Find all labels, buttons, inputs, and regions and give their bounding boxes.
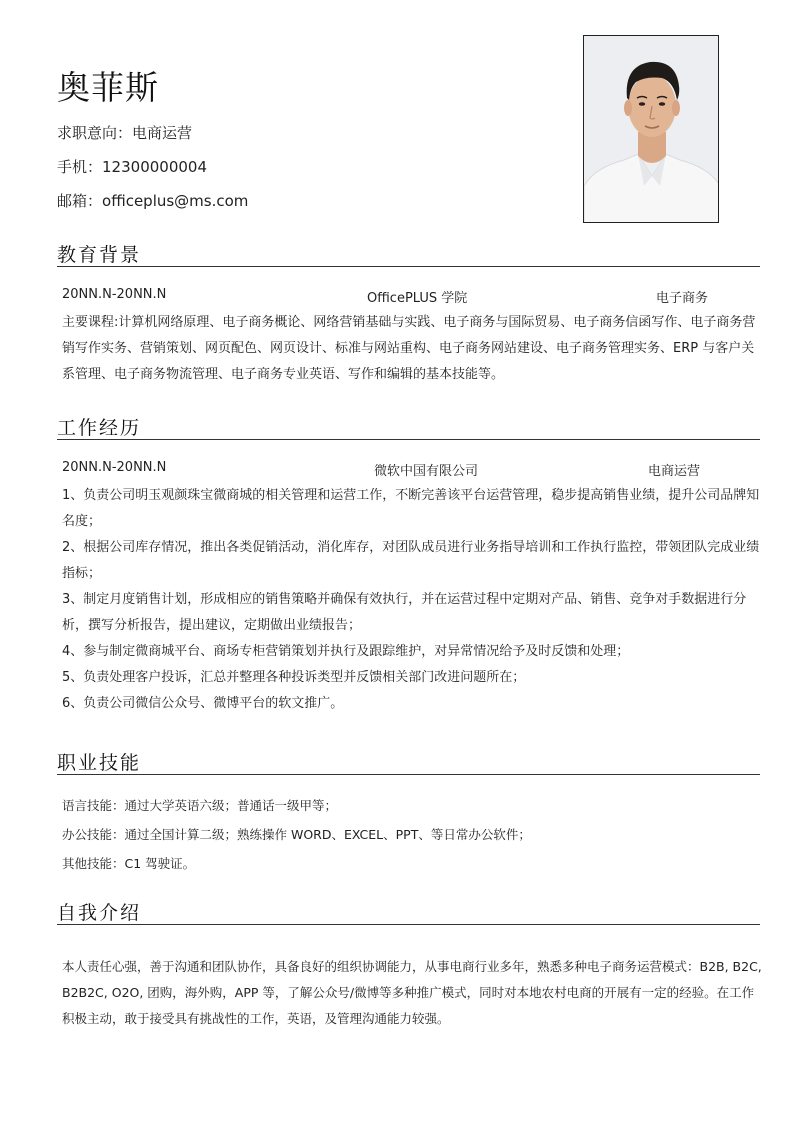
- phone-value: 12300000004: [102, 158, 207, 176]
- section-title-intro: 自我介绍: [57, 902, 142, 924]
- education-courses: [62, 310, 762, 388]
- work-duties: [62, 483, 762, 717]
- objective-label: 求职意向：: [57, 124, 133, 142]
- objective-value: 电商运营: [132, 124, 193, 142]
- work-position: 电商运营: [648, 464, 701, 479]
- section-title-skills: 职业技能: [57, 752, 142, 774]
- profile-photo: [583, 35, 719, 223]
- duty-item: 1、负责公司明玉观颜珠宝微商城的相关管理和运营工作，不断完善该平台运营管理，稳步提高销售业绩，提升公司品牌知名度；: [62, 488, 760, 529]
- phone: [57, 156, 207, 177]
- work-company: 微软中国有限公司: [374, 464, 479, 479]
- skill-item: 其他技能：C1 驾驶证。: [62, 856, 196, 871]
- intro-text: 本人责任心强，善于沟通和团队协作，具备良好的组织协调能力，从事电商行业多年，熟悉多种电子商务运营模式：B2B, B2C, B2B2C, O2O, 团购，海外购，APP 等，了解公众号/微博等多种推广模式，同时对本地农村电商的开展有一定的经验。在工作积极主动，敢于接受具有挑战性的工作，英语，及管理沟通能力较强。: [62, 959, 762, 1026]
- education-major: 电子商务: [656, 291, 709, 306]
- email-label: 邮箱：: [57, 192, 103, 210]
- work-row: [62, 460, 760, 478]
- phone-label: 手机：: [57, 158, 103, 176]
- portrait-illustration: [584, 36, 719, 223]
- courses-text: 主要课程:计算机网络原理、电子商务概论、网络营销基础与实践、电子商务与国际贸易、电子商务信函写作、电子商务营销写作实务、营销策划、网页配色、网页设计、标准与网站重构、电子商务网站建设、电子商务管理实务、ERP 与客户关系管理、电子商务物流管理、电子商务专业英语、写作和编辑的基本技能等。: [62, 315, 756, 382]
- section-title-work: 工作经历: [57, 417, 142, 439]
- candidate-name: 奥菲斯: [57, 68, 159, 107]
- duty-item: 2、根据公司库存情况，推出各类促销活动，消化库存，对团队成员进行业务指导培训和工作执行监控，带领团队完成业绩指标；: [62, 540, 760, 581]
- duty-item: 3、制定月度销售计划，形成相应的销售策略并确保有效执行，并在运营过程中定期对产品、销售、竞争对手数据进行分析，撰写分析报告，提出建议，定期做出业绩报告；: [62, 592, 747, 633]
- education-period: 20NN.N-20NN.N: [62, 287, 167, 302]
- skill-item: 办公技能：通过全国计算二级；熟练操作 WORD、EXCEL、PPT、等日常办公软件；: [62, 827, 531, 842]
- divider: [57, 924, 760, 925]
- education-school: OfficePLUS 学院: [367, 291, 468, 306]
- email: [57, 190, 248, 211]
- education-row: [62, 287, 760, 305]
- job-objective: [57, 122, 192, 143]
- email-value: officeplus@ms.com: [102, 192, 249, 210]
- work-period: 20NN.N-20NN.N: [62, 460, 167, 475]
- self-intro: [62, 954, 762, 1032]
- divider: [57, 439, 760, 440]
- skill-item: 语言技能：通过大学英语六级；普通话一级甲等；: [62, 798, 338, 813]
- divider: [57, 266, 760, 267]
- divider: [57, 774, 760, 775]
- duty-item: 5、负责处理客户投诉，汇总并整理各种投诉类型并反馈相关部门改进问题所在；: [62, 670, 526, 685]
- skills-list: [62, 791, 762, 878]
- section-title-education: 教育背景: [57, 244, 142, 266]
- duty-item: 4、参与制定微商城平台、商场专柜营销策划并执行及跟踪维护，对异常情况给予及时反馈和处理；: [62, 644, 630, 659]
- duty-item: 6、负责公司微信公众号、微博平台的软文推广。: [62, 696, 344, 711]
